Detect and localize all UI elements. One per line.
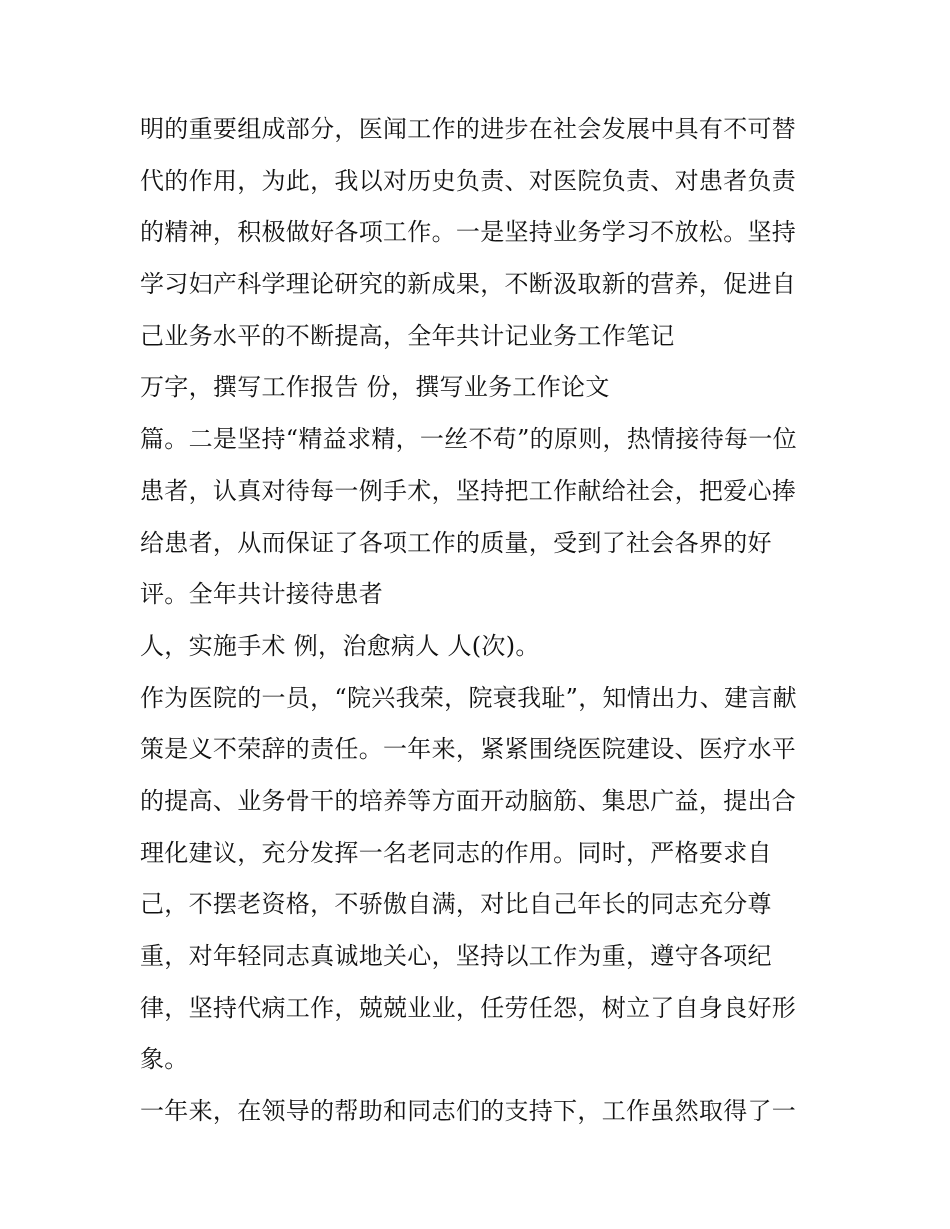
text-line: 篇。二是坚持“精益求精，一丝不苟”的原则，热情接待每一位 [140,425,797,454]
text-line: 的提高、业务骨干的培养等方面开动脑筋、集思广益，提出合 [140,786,797,815]
text-line: 的精神，积极做好各项工作。一是坚持业务学习不放松。坚持 [140,218,797,247]
text-line: 策是义不荣辞的责任。一年来，紧紧围绕医院建设、医疗水平 [140,735,797,764]
text-line: 重，对年轻同志真诚地关心，坚持以工作为重，遵守各项纪 [140,942,772,970]
text-line: 作为医院的一员，“院兴我荣，院衰我耻”，知情出力、建言献 [140,683,797,712]
text-line: 一年来，在领导的帮助和同志们的支持下，工作虽然取得了一 [140,1097,797,1126]
text-line: 患者，认真对待每一例手术，坚持把工作献给社会，把爱心捧 [140,476,797,505]
text-line: 万字，撰写工作报告 份，撰写业务工作论文 [140,373,610,402]
text-line: 律，坚持代病工作，兢兢业业，任劳任怨，树立了自身良好形 [140,993,797,1022]
body-text [140,104,820,1138]
text-line: 学习妇产科学理论研究的新成果，不断汲取新的营养，促进自 [140,270,797,299]
text-line: 给患者，从而保证了各项工作的质量，受到了社会各界的好 [140,528,772,557]
text-line: 人，实施手术 例，治愈病人 人(次)。 [140,631,540,660]
text-line: 象。 [140,1045,189,1074]
text-line: 代的作用，为此，我以对历史负责、对医院负责、对患者负责 [140,166,797,195]
text-line: 己，不摆老资格，不骄傲自满，对比自己年长的同志充分尊 [140,890,772,919]
text-line: 评。全年共计接待患者 [140,580,383,609]
text-line: 己业务水平的不断提高，全年共计记业务工作笔记 [140,321,675,350]
text-line: 理化建议，充分发挥一名老同志的作用。同时，严格要求自 [140,838,772,867]
text-line: 明的重要组成部分，医闻工作的进步在社会发展中具有不可替 [140,115,797,143]
